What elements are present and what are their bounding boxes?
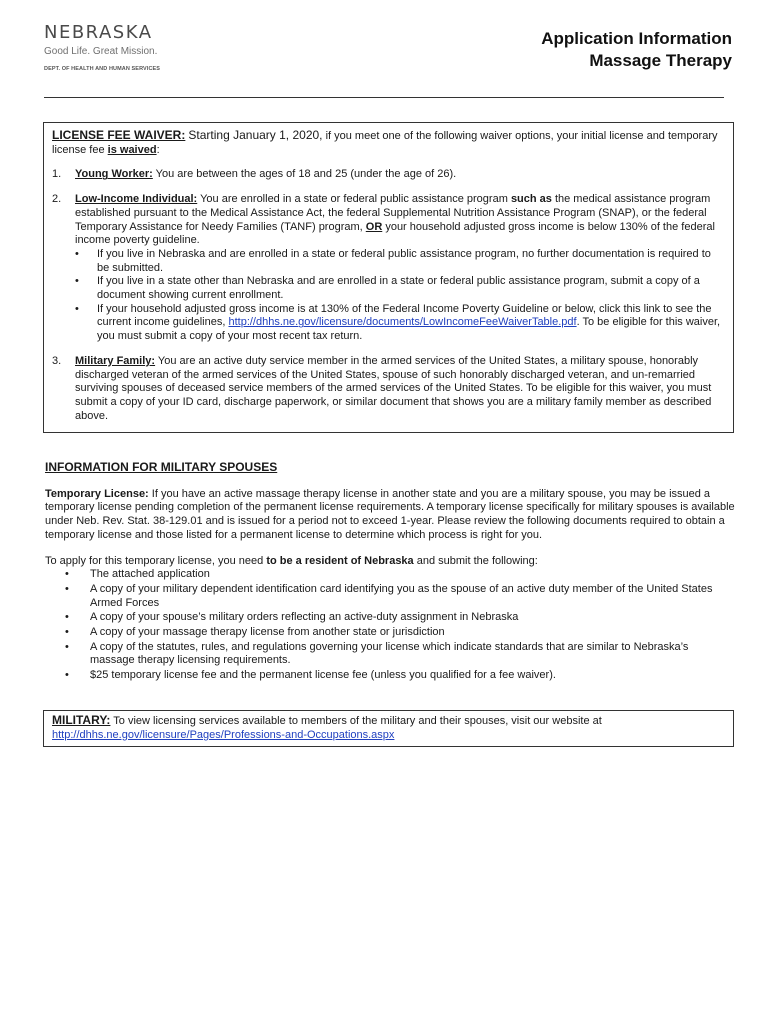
item-label: Young Worker: (75, 168, 153, 181)
military-label: MILITARY: (52, 713, 111, 727)
bullet-text: If you live in Nebraska and are enrolled in a state or federal public assistance program, no further documentation is required to be submitted. (97, 247, 711, 274)
resident-requirement: to be a resident of Nebraska (266, 554, 414, 567)
waiver-item-low-income (52, 193, 725, 344)
requirements-list (65, 568, 735, 683)
bullet-text: The attached application (90, 568, 210, 581)
waiver-is-waived: is waived (107, 143, 157, 156)
bullet-icon: • (75, 302, 79, 315)
military-spouses-section (45, 461, 735, 684)
apply-paragraph (45, 555, 735, 569)
header-divider (44, 97, 724, 98)
item-label: Low-Income Individual: (75, 193, 198, 206)
logo-wordmark: NEBRASKA (44, 22, 153, 43)
list-item (65, 669, 735, 683)
bullet-text: $25 temporary license fee and the permanent license fee (unless you qualified for a fee waiver). (90, 669, 556, 682)
bullet-icon: • (75, 247, 79, 260)
temporary-license-label: Temporary License: (45, 487, 149, 500)
list-item (65, 626, 735, 640)
temporary-license-text: If you have an active massage therapy license in another state and you are a military spouse, you may be issued a temporary license pending completion of the permanent license requirements. A temporary license specifically for military spouses is available under Neb. Rev. Stat. 38-129.01 and is issued for a period not to exceed 1-year. Please review the following documents required to obtain a temporary license and those listed for a permanent license to determine which process is right for you. (45, 487, 735, 541)
bullet-text: . To be eligible for this waiver, you must submit a copy of your most recent tax return. (97, 316, 721, 343)
professions-occupations-link[interactable]: http://dhhs.ne.gov/licensure/Pages/Professions-and-Occupations.aspx (52, 728, 395, 741)
apply-text: and submit the following: (413, 554, 538, 567)
item-number: 3. (52, 354, 62, 367)
list-item (65, 568, 735, 582)
bullet-text: A copy of your military dependent identification card identifying you as the spouse of an active duty member of the United States Armed Forces (90, 582, 713, 609)
section-heading: INFORMATION FOR MILITARY SPOUSES (45, 460, 278, 474)
bullet-icon: • (65, 626, 69, 639)
bullet-icon: • (65, 611, 69, 624)
title-line-2: Massage Therapy (589, 51, 732, 70)
item-text: the medical assistance program established pursuant to the Medical Assistance Act, the federal Supplemental Nutrition Assistance Program (SNAP), or the federal Temporary Assistance for Needy Families (TANF) program, (75, 193, 711, 233)
bullet-icon: • (65, 568, 69, 581)
waiver-item-military-family (52, 355, 725, 424)
list-item (75, 275, 725, 302)
list-item (65, 611, 735, 625)
list-item (75, 303, 725, 344)
list-item (65, 641, 735, 668)
item-text: your household adjusted gross income is below 130% of the federal income poverty guideline. (75, 220, 715, 247)
logo-department: DEPT. OF HEALTH AND HUMAN SERVICES (44, 66, 161, 72)
item-number: 2. (52, 193, 62, 206)
bullet-text: If you live in a state other than Nebraska and are enrolled in a state or federal public assistance program, submit a copy of a document showing current enrollment. (97, 275, 700, 302)
waiver-start-date: Starting January 1, 2020, (188, 128, 323, 142)
bullet-icon: • (65, 582, 69, 595)
bullet-icon: • (65, 669, 69, 682)
item-text-bold-such-as: such as (510, 193, 552, 206)
military-box (43, 710, 734, 747)
item-text: You are enrolled in a state or federal public assistance program (197, 193, 511, 206)
bullet-icon: • (65, 640, 69, 653)
waiver-heading: LICENSE FEE WAIVER: (52, 128, 186, 142)
item-number: 1. (52, 168, 62, 181)
military-text: To view licensing services available to members of the military and their spouses, visit our website at (110, 715, 602, 727)
income-guidelines-link[interactable]: http://dhhs.ne.gov/licensure/documents/LowIncomeFeeWaiverTable.pdf (228, 316, 577, 329)
item-text-or: OR (365, 220, 383, 233)
title-line-1: Application Information (541, 29, 732, 48)
item-label: Military Family: (75, 354, 156, 367)
bullet-text: A copy of your massage therapy license from another state or jurisdiction (90, 626, 445, 639)
item-text: You are between the ages of 18 and 25 (under the age of 26). (152, 168, 457, 181)
temporary-license-paragraph (45, 488, 735, 543)
waiver-item-young-worker (52, 168, 725, 182)
logo-tagline: Good Life. Great Mission. (44, 46, 158, 57)
waiver-intro (52, 129, 725, 157)
apply-text: To apply for this temporary license, you need (45, 554, 267, 567)
list-item (65, 583, 735, 610)
bullet-text: A copy of your spouse’s military orders reflecting an active-duty assignment in Nebraska (90, 611, 519, 624)
waiver-intro-colon: : (156, 143, 160, 156)
bullet-text: A copy of the statutes, rules, and regulations governing your license which indicate standards that are similar to Nebraska’s massage therapy licensing requirements. (90, 640, 689, 667)
fee-waiver-box (43, 122, 734, 433)
page-title (541, 28, 732, 72)
list-item (75, 248, 725, 275)
dhhs-logo (44, 24, 194, 72)
item-text: You are an active duty service member in the armed services of the United States, a military spouse, honorably discharged veteran of the armed services of the United States, spouse of such honorably discharged veteran, and un-remarried surviving spouses of deceased service members of the armed services of the United States. To be eligible for this waiver, you must submit a copy of your ID card, discharge paperwork, or similar document that shows you are a military family member as described above. (75, 354, 712, 422)
bullet-text: If your household adjusted gross income is at 130% of the Federal Income Poverty Guideline or below, click this link to see the current income guidelines, (97, 302, 712, 329)
waiver-intro-text: if you meet one of the following waiver options, your initial license and temporary license fee (52, 130, 718, 156)
bullet-icon: • (75, 275, 79, 288)
